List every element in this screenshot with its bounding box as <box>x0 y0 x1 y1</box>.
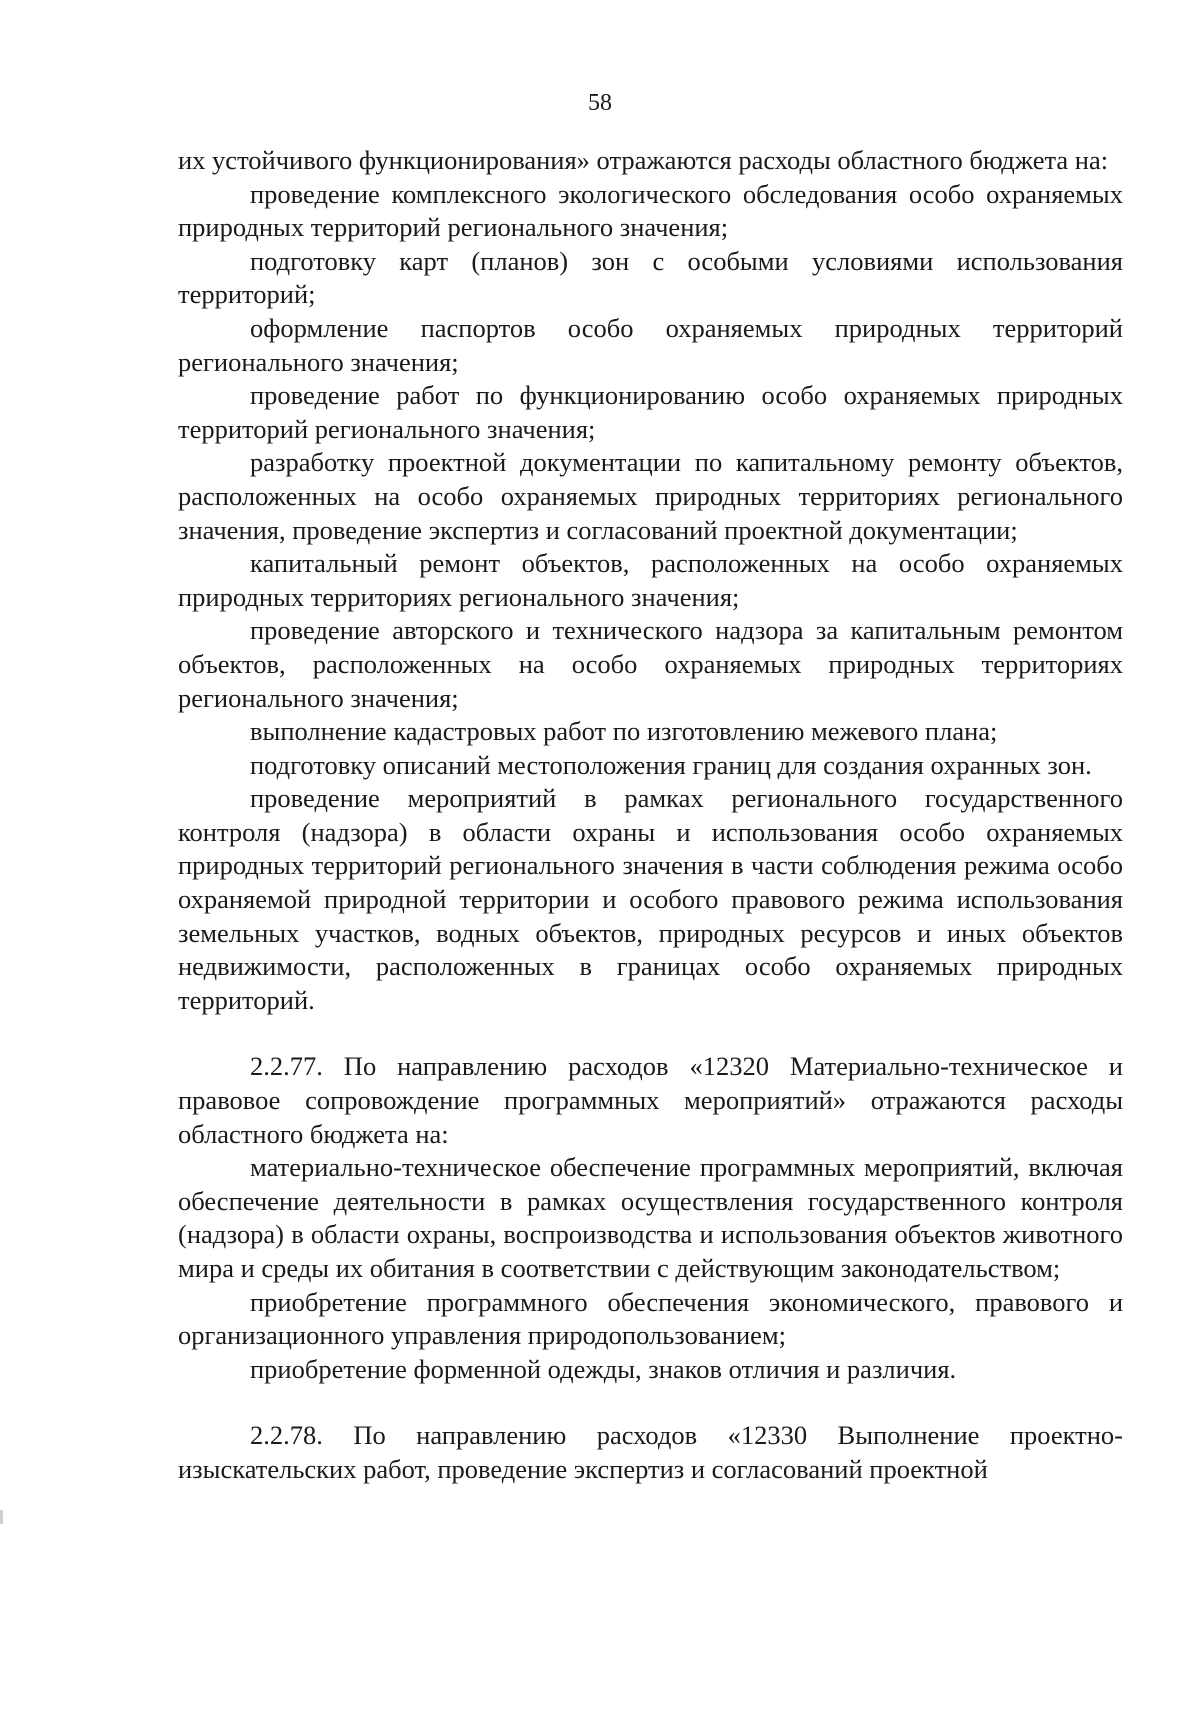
section-2-2-78: 2.2.78. По направлению расходов «12330 Выполнение проектно-изыскательских работ, проведение экспертиз и согласований проектной <box>178 1420 1123 1484</box>
list-item: подготовку карт (планов) зон с особыми условиями использования территорий; <box>178 245 1123 310</box>
section-2-2-77: 2.2.77. По направлению расходов «12320 Материально-техническое и правовое сопровождение программных мероприятий» отражаются расходы областного бюджета на: <box>178 1051 1123 1149</box>
list-item: материально-техническое обеспечение программных мероприятий, включая обеспечение деятельности в рамках осуществления государственного контроля (надзора) в области охраны, воспроизводства и использования объектов животного мира и среды их обитания в соответствии с действующим законодательством; <box>178 1152 1123 1283</box>
page-number: 58 <box>588 90 612 116</box>
list-item: оформление паспортов особо охраняемых природных территорий регионального значения; <box>178 312 1123 377</box>
paragraph-continuation: их устойчивого функционирования» отражаются расходы областного бюджета на: <box>178 145 1109 175</box>
list-item: проведение комплексного экологического обследования особо охраняемых природных территорий регионального значения; <box>178 178 1123 243</box>
scan-artifact <box>0 1510 3 1524</box>
list-item: приобретение форменной одежды, знаков отличия и различия. <box>250 1353 957 1384</box>
list-item: проведение мероприятий в рамках регионального государственного контроля (надзора) в области охраны и использования особо охраняемых природных территорий регионального значения в части соблюдения режима особо охраняемой природной территории и особого правового режима использования земельных участков, водных объектов, природных ресурсов и иных объектов недвижимости, расположенных в границах особо охраняемых природных территорий. <box>178 783 1123 1015</box>
document-body <box>178 144 1123 1487</box>
section-gap <box>178 1386 1123 1419</box>
list-item: разработку проектной документации по капитальному ремонту объектов, расположенных на особо охраняемых природных территориях регионального значения, проведение экспертиз и согласований проектной документации; <box>178 447 1123 545</box>
list-item: капитальный ремонт объектов, расположенных на особо охраняемых природных территориях регионального значения; <box>178 548 1123 612</box>
list-item: проведение авторского и технического надзора за капитальным ремонтом объектов, расположенных на особо охраняемых природных территориях регионального значения; <box>178 615 1123 713</box>
list-item: выполнение кадастровых работ по изготовлению межевого плана; <box>250 716 998 747</box>
list-item: подготовку описаний местоположения границ для создания охранных зон. <box>250 749 1092 780</box>
list-item: приобретение программного обеспечения экономического, правового и организационного управления природопользованием; <box>178 1286 1123 1351</box>
list-item: проведение работ по функционированию особо охраняемых природных территорий регионального значения; <box>178 380 1123 444</box>
section-gap <box>178 1017 1123 1050</box>
